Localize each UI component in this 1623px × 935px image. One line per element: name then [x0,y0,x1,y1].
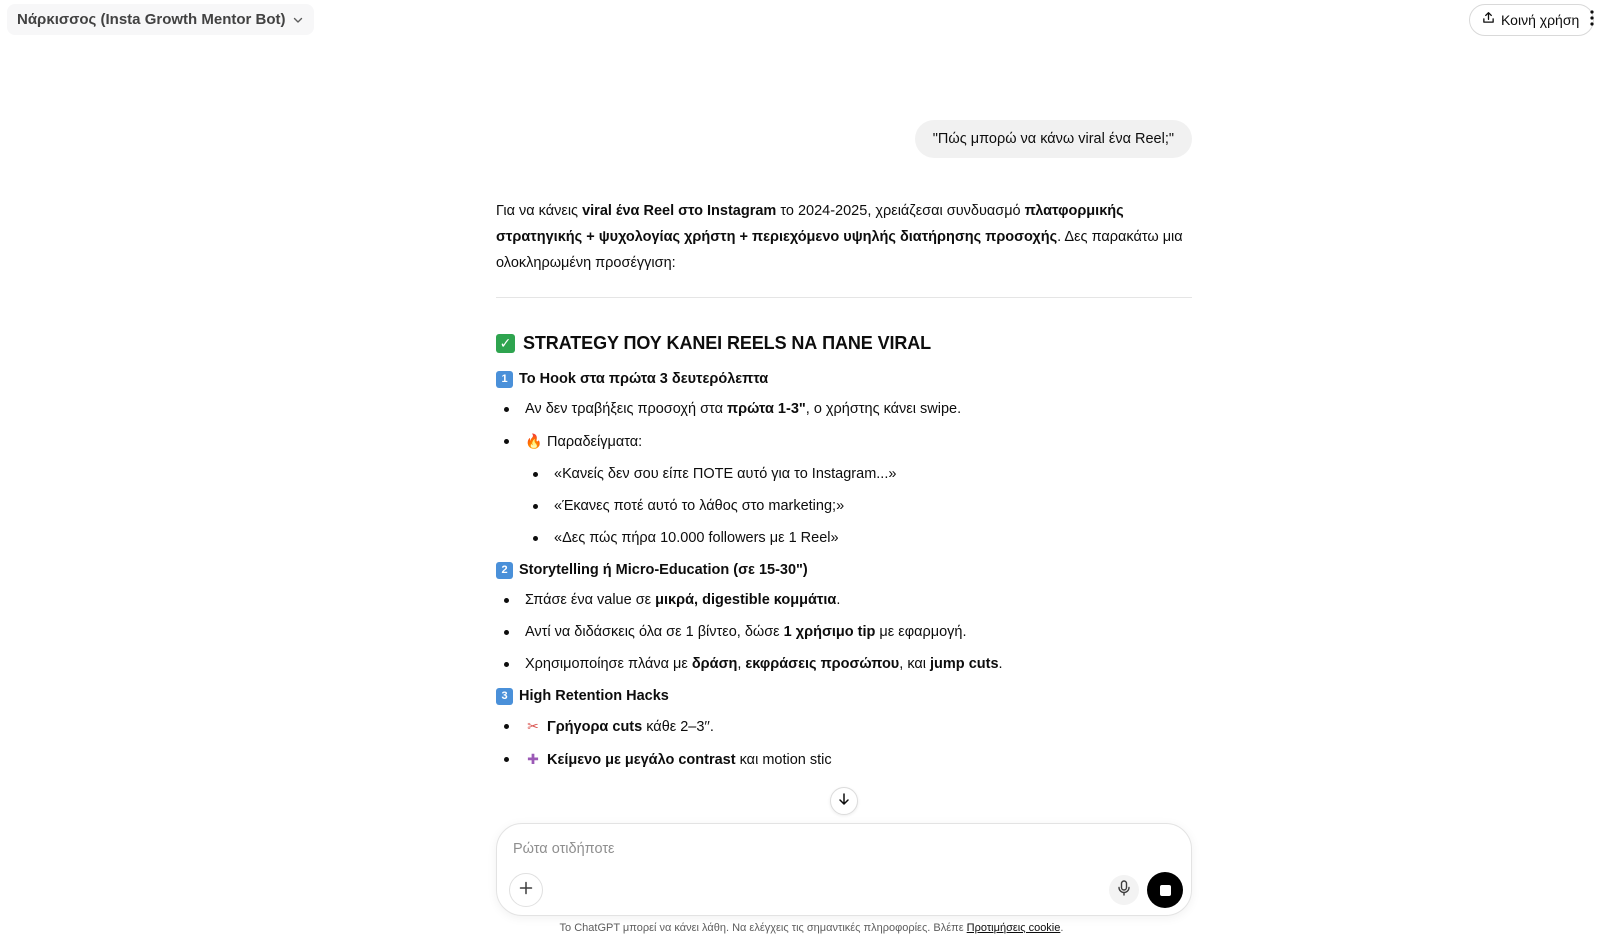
prompt-input[interactable] [513,836,1153,862]
model-selector[interactable] [7,4,314,35]
list-item: Σπάσε ένα value σε μικρά, digestible κομμάτια. [496,587,1192,613]
upload-icon [1482,11,1495,29]
message-composer [496,823,1192,916]
bullet-list [496,713,1192,773]
scroll-to-bottom-button[interactable] [830,787,858,815]
keycap-1-icon: 1 [496,371,513,388]
bold-text: viral ένα Reel στο Instagram [582,203,777,219]
section-title: STRATEGY ΠΟΥ ΚΑΝΕΙ REELS ΝΑ ΠΑΝΕ VIRAL [523,333,932,353]
list-item: ✂ Γρήγορα cuts κάθε 2–3′′. [496,713,1192,740]
text: Για να κάνεις [496,203,583,219]
scissors-icon: ✂ [527,718,539,734]
list-item: ✚ Κείμενο με μεγάλο contrast και motion stic [496,746,1192,773]
assistant-message [496,198,1192,779]
subsection-heading-retention [496,683,1192,709]
list-item: Αν δεν τραβήξεις προσοχή στα πρώτα 1-3", ο χρήστης κάνει swipe. [496,396,1192,422]
list-item: «Κανείς δεν σου είπε ΠΟΤΕ αυτό για το Instagram...» [525,461,1192,487]
text: . Δες παρακάτω μια ολοκληρωμένη προσέγγιση: [496,229,1183,271]
divider [496,297,1192,298]
list-item: «Έκανες ποτέ αυτό το λάθος στο marketing;» [525,493,1192,519]
attach-button[interactable] [509,873,543,907]
keycap-2-icon: 2 [496,562,513,579]
subsection-heading-hook [496,366,1192,392]
bullet-list [496,396,1192,551]
list-item: 🔥 Παραδείγματα: «Κανείς δεν σου είπε ΠΟΤΕ αυτό για το Instagram...» «Έκανες ποτέ αυτό το λάθος στο marketing;» «Δες πώς πήρα 10.000 followers με 1 Reel» [496,428,1192,551]
more-options-button[interactable] [1580,8,1604,32]
cookie-preferences-link[interactable]: Προτιμήσεις cookie [966,922,1061,934]
bullet-list [496,587,1192,677]
model-name: Νάρκισσος (Insta Growth Mentor Bot) [17,11,286,28]
stop-generating-button[interactable] [1147,872,1183,908]
disclaimer: Το ChatGPT μπορεί να κάνει λάθη. Να ελέγχεις τις σημαντικές πληροφορίες. Βλέπε Προτιμήσεις cookie. [559,922,1064,934]
stop-icon [1160,885,1171,896]
subsection-title: High Retention Hacks [519,688,669,704]
microphone-icon [1117,880,1131,901]
more-vertical-icon [1590,10,1594,31]
conversation-thread[interactable] [496,0,1192,810]
text: το 2024-2025, χρειάζεσαι συνδυασμό [776,203,1025,219]
list-item: «Δες πώς πήρα 10.000 followers με 1 Reel» [525,525,1192,551]
list-item: Χρησιμοποίησε πλάνα με δράση, εκφράσεις προσώπου, και jump cuts. [496,651,1192,677]
check-mark-icon: ✓ [496,334,515,353]
chevron-down-icon [292,14,304,26]
subsection-title: Το Hook στα πρώτα 3 δευτερόλεπτα [519,371,769,387]
keycap-3-icon: 3 [496,688,513,705]
subsection-title: Storytelling ή Micro-Education (σε 15-30") [519,562,808,578]
plus-icon [519,881,533,900]
plus-icon: ✚ [527,751,539,767]
example-list [525,461,1192,551]
section-heading [496,330,1192,356]
bold-text: πλατφορμικής στρατηγικής + ψυχολογίας χρήστη + περιεχόμενο υψηλής διατήρησης προσοχής [496,203,1124,245]
answer-intro [496,198,1192,276]
share-button[interactable] [1469,4,1594,36]
list-item: Αντί να διδάσκεις όλα σε 1 βίντεο, δώσε 1 χρήσιμο tip με εφαρμογή. [496,619,1192,645]
user-message: "Πώς μπορώ να κάνω viral ένα Reel;" [915,120,1192,158]
share-label: Κοινή χρήση [1501,12,1580,28]
fire-icon: 🔥 [525,433,543,449]
subsection-heading-storytelling [496,557,1192,583]
arrow-down-icon [837,792,851,811]
voice-input-button[interactable] [1109,875,1139,905]
